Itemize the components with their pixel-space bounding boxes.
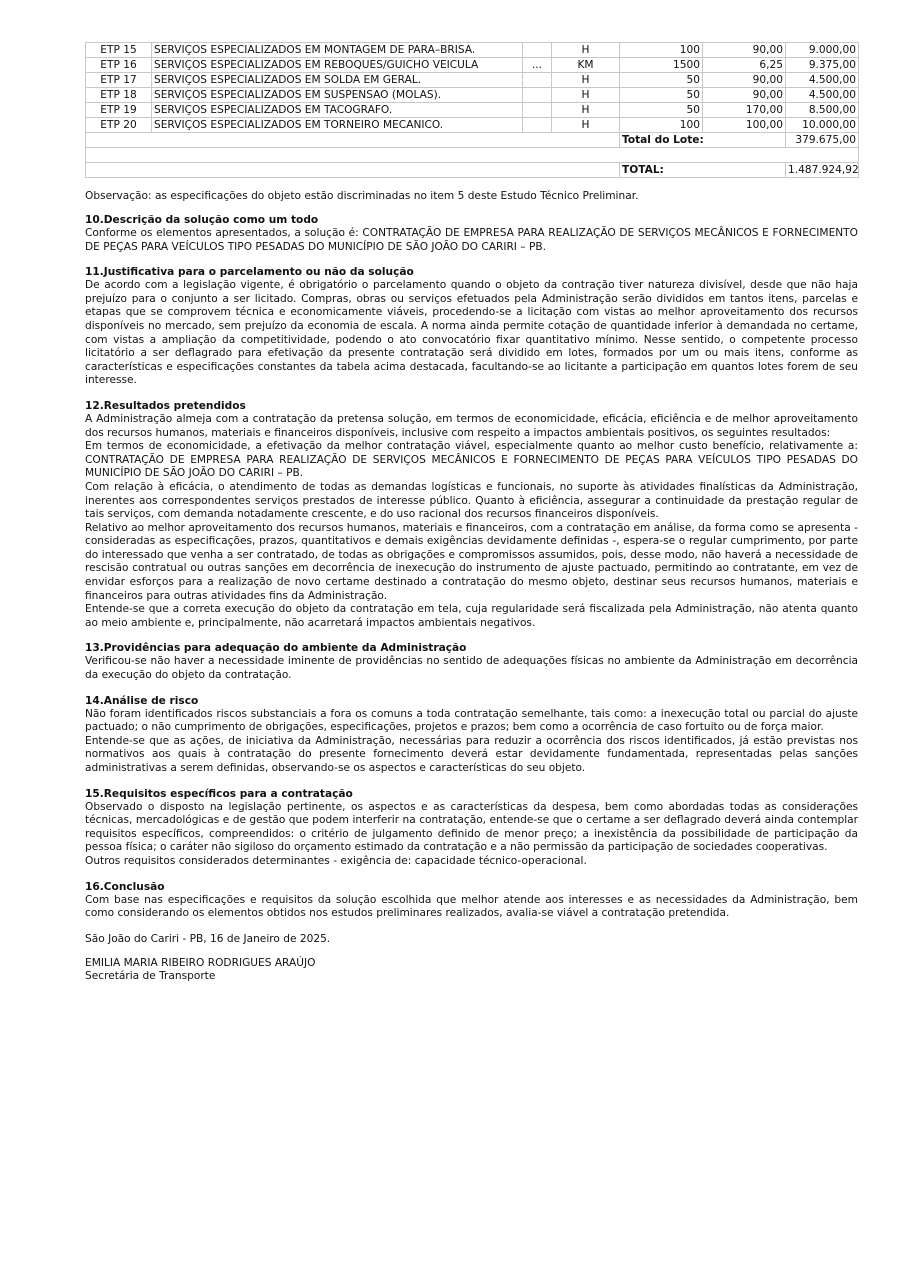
item-unit: H	[552, 43, 620, 58]
table-row	[86, 73, 859, 88]
item-description: SERVIÇOS ESPECIALIZADOS EM REBOQUES/GUICHO VEICULA	[152, 58, 523, 73]
item-total: 9.000,00	[786, 43, 859, 58]
table-row	[86, 118, 859, 133]
section-paragraph: Entende-se que as ações, de iniciativa da Administração, necessárias para reduzir a ocorrência dos riscos identificados, já estão previstas nos normativos aos quais à contratação do presente fornecimento deverá estar devidamente fundamentada, representadas pelas sanções administrativas a serem definidas, observando-se os aspectos e características do seu objeto.	[85, 734, 858, 774]
section	[85, 400, 858, 631]
item-code: ETP 19	[86, 103, 152, 118]
section-paragraph: Em termos de economicidade, a efetivação da melhor contratação viável, especialmente quanto ao melhor custo benefício, relativamente a: CONTRATAÇÃO DE EMPRESA PARA REALIZAÇÃO DE SERVIÇOS MECÂNICOS E FORNECIMENTO DE PEÇAS PARA VEÍCULOS TIPO PESADAS DO MUNICÍPIO DE SÃO JOÃO DO CARIRI – PB.	[85, 440, 858, 480]
section-paragraph: Com relação à eficácia, o atendimento de todas as demandas logísticas e funcionais, no suporte às atividades finalísticas da Administração, inerentes aos correspondentes serviços prestados de interesse público. Quanto à eficiência, assegurar a continuidade da prestação regular de tais serviços, com demanda notadamente crescente, e do uso racional dos recursos financeiros disponíveis.	[85, 480, 858, 521]
item-code: ETP 20	[86, 118, 152, 133]
item-description: SERVIÇOS ESPECIALIZADOS EM TACOGRAFO.	[152, 103, 523, 118]
item-extra	[523, 118, 552, 133]
item-code: ETP 18	[86, 88, 152, 103]
item-quantity: 1500	[620, 58, 703, 73]
section-paragraph: Com base nas especificações e requisitos da solução escolhida que melhor atende aos interesses e as necessidades da Administração, bem como considerando os elementos obtidos nos estudos preliminares realizados, avalia-se viável a contratação pretendida.	[85, 893, 858, 920]
item-unit-price: 100,00	[703, 118, 786, 133]
item-extra	[523, 103, 552, 118]
items-table	[85, 42, 859, 178]
item-unit: H	[552, 73, 620, 88]
item-unit: H	[552, 118, 620, 133]
section	[85, 266, 858, 388]
section-paragraph: Outros requisitos considerados determinantes - exigência de: capacidade técnico-operacional.	[85, 854, 587, 867]
section-paragraph: Não foram identificados riscos substanciais a fora os comuns a toda contratação semelhante, tais como: a inexecução total ou parcial do ajuste pactuado; o não cumprimento de obrigações, especificações, projetos e prazos; bem como a ocorrência de caso fortuito ou de força maior.	[85, 707, 858, 734]
item-quantity: 100	[620, 118, 703, 133]
sections-container	[85, 214, 858, 921]
items-table-body	[86, 43, 859, 133]
section-title: 10.Descrição da solução como um todo	[85, 214, 319, 226]
item-unit-price: 6,25	[703, 58, 786, 73]
section-title: 16.Conclusão	[85, 880, 165, 893]
section-paragraph: A Administração almeja com a contratação da pretensa solução, em termos de economicidade, eficácia, eficiência e de melhor aproveitamento dos recursos humanos, materiais e financeiros disponíveis, inclusive com respeito a impactos ambientais positivos, os seguintes resultados:	[85, 412, 858, 439]
section-title: 13.Providências para adequação do ambiente da Administração	[85, 642, 467, 655]
table-row	[86, 58, 859, 73]
item-description: SERVIÇOS ESPECIALIZADOS EM MONTAGEM DE PARA–BRISA.	[152, 43, 523, 58]
section-paragraph: Relativo ao melhor aproveitamento dos recursos humanos, materiais e financeiros, com a contratação em análise, da forma como se apresenta - consideradas as especificações, prazos, quantitativos e demais exigências devidamente definidas -, espera-se o regular cumprimento, por parte do interessado que venha a ser contratado, de todas as obrigações e compromissos assumidos, pois, desse modo, não haverá a necessidade de rescisão contratual ou outras sanções em decorrência de inexecução do instrumento de ajuste pactuado, permitindo ao contratante, em vez de envidar esforços para a realização de novo certame destinado a contratação do mesmo objeto, destinar seus recursos humanos, materiais e financeiros para outras atividades fins da Administração.	[85, 521, 858, 602]
item-unit-price: 90,00	[703, 43, 786, 58]
item-description: SERVIÇOS ESPECIALIZADOS EM SUSPENSAO (MOLAS).	[152, 88, 523, 103]
item-code: ETP 15	[86, 43, 152, 58]
section-paragraph: Observado o disposto na legislação pertinente, os aspectos e as características da despesa, bem como abordadas todas as considerações técnicas, mercadológicas e de gestão que podem interferir na contratação, entende-se que o certame a ser deflagrado deverá ainda contemplar requisitos específicos, compreendidos: o critério de julgamento definido de menor preço; a inexistência da possibilidade de participação da pessoa física; o caráter não sigiloso do orçamento estimado da contratação e a não permissão da participação de sociedades cooperativas.	[85, 800, 858, 854]
document-page	[85, 42, 858, 984]
section-paragraph: De acordo com a legislação vigente, é obrigatório o parcelamento quando o objeto da contração tiver natureza divisível, desde que não haja prejuízo para o conjunto a ser licitado. Compras, obras ou serviços efetuados pela Administração serão divididos em tantos itens, parcelas e etapas que se comprovem técnica e economicamente viáveis, procedendo-se a licitação com vistas ao melhor aproveitamento dos recursos disponíveis no mercado, sem prejuízo da economia de escala. A norma ainda permite cotação de quantidade inferior à demandada no certame, com vistas a ampliação da competitividade, podendo o ato convocatório fixar quantitativo mínimo. Nesse sentido, o competente processo licitatório a ser deflagrado para efetivação da presente contratação será dividido em lotes, formados por um ou mais itens, conforme as características e especificações constantes da tabela acima destacada, facultando-se ao licitante a participação em quantos lotes forem de seu interesse.	[85, 279, 858, 387]
item-extra	[523, 73, 552, 88]
item-unit: KM	[552, 58, 620, 73]
item-unit-price: 90,00	[703, 73, 786, 88]
grand-total-value: 1.487.924,92	[786, 163, 859, 178]
table-row	[86, 88, 859, 103]
section	[85, 881, 858, 921]
section-paragraph: Conforme os elementos apresentados, a solução é: CONTRATAÇÃO DE EMPRESA PARA REALIZAÇÃO DE SERVIÇOS MECÂNICOS E FORNECIMENTO DE PEÇAS PARA VEÍCULOS TIPO PESADAS DO MUNICÍPIO DE SÃO JOÃO DO CARIRI – PB.	[85, 227, 858, 253]
item-extra	[523, 88, 552, 103]
spacer-row	[86, 148, 859, 163]
section	[85, 214, 858, 254]
item-quantity: 50	[620, 73, 703, 88]
section-paragraph: Entende-se que a correta execução do objeto da contratação em tela, cuja regularidade será fiscalizada pela Administração, não atenta quanto ao meio ambiente e, principalmente, não acarretará impactos ambientais negativos.	[85, 603, 858, 629]
item-quantity: 100	[620, 43, 703, 58]
item-unit-price: 90,00	[703, 88, 786, 103]
signer-name: EMILIA MARIA RIBEIRO RODRIGUES ARAÚJO	[85, 956, 316, 969]
section-title: 11.Justificativa para o parcelamento ou não da solução	[85, 266, 414, 279]
section-paragraph: Verificou-se não haver a necessidade iminente de providências no sentido de adequações físicas no ambiente da Administração em decorrência da execução do objeto da contratação.	[85, 655, 858, 682]
item-total: 4.500,00	[786, 73, 859, 88]
item-total: 9.375,00	[786, 58, 859, 73]
table-row	[86, 43, 859, 58]
item-total: 10.000,00	[786, 118, 859, 133]
item-description: SERVIÇOS ESPECIALIZADOS EM SOLDA EM GERAL.	[152, 73, 523, 88]
item-total: 4.500,00	[786, 88, 859, 103]
section	[85, 642, 858, 682]
item-description: SERVIÇOS ESPECIALIZADOS EM TORNEIRO MECANICO.	[152, 118, 523, 133]
lot-total-value: 379.675,00	[786, 133, 859, 148]
grand-total-label: TOTAL:	[620, 163, 786, 178]
table-row	[86, 103, 859, 118]
item-unit: H	[552, 103, 620, 118]
item-code: ETP 16	[86, 58, 152, 73]
lot-total-label: Total do Lote:	[620, 133, 786, 148]
item-total: 8.500,00	[786, 103, 859, 118]
item-quantity: 50	[620, 103, 703, 118]
signature-block	[85, 957, 858, 984]
section	[85, 788, 858, 869]
section-title: 15.Requisitos específicos para a contratação	[85, 787, 353, 800]
item-code: ETP 17	[86, 73, 152, 88]
signer-role: Secretária de Transporte	[85, 970, 216, 983]
section	[85, 695, 858, 776]
place-date: São João do Cariri - PB, 16 de Janeiro de 2025.	[85, 932, 331, 945]
item-extra: ...	[523, 58, 552, 73]
section-title: 12.Resultados pretendidos	[85, 399, 246, 412]
observation-note: Observação: as especificações do objeto estão discriminadas no item 5 deste Estudo Técnico Preliminar.	[85, 190, 639, 202]
item-unit-price: 170,00	[703, 103, 786, 118]
item-extra	[523, 43, 552, 58]
section-title: 14.Análise de risco	[85, 694, 199, 707]
lot-total-row	[86, 133, 859, 148]
item-quantity: 50	[620, 88, 703, 103]
item-unit: H	[552, 88, 620, 103]
grand-total-row	[86, 163, 859, 178]
